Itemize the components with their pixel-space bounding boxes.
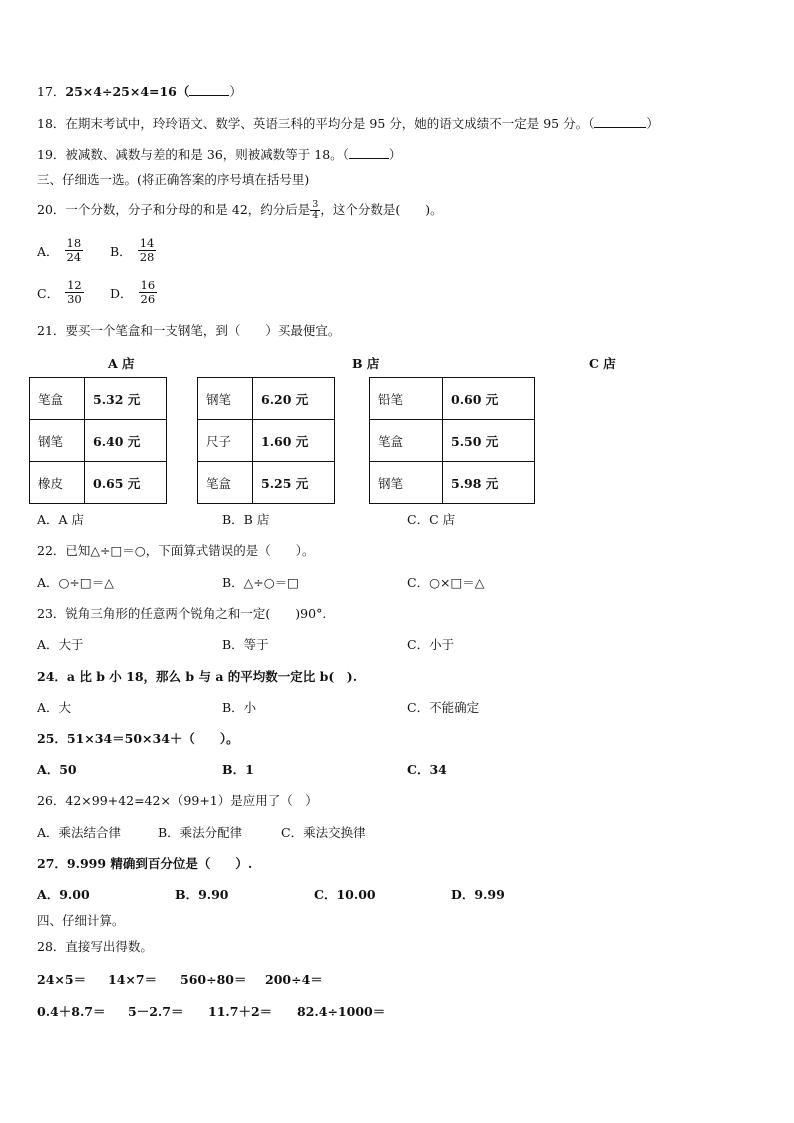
option-b[interactable]: B．△÷○＝□ [222, 575, 299, 590]
option-a[interactable]: A．○÷□＝△ [37, 575, 114, 590]
calc-item: 11.7＋2＝ [208, 1004, 273, 1019]
option-b[interactable]: B．等于 [222, 637, 269, 652]
store-a-table [29, 377, 167, 504]
option-a[interactable]: A．9.00 [37, 887, 90, 902]
option-c[interactable]: C．不能确定 [407, 700, 480, 715]
store-c-title: C 店 [589, 356, 616, 371]
table-row: 铅笔 0.60 元 [370, 378, 535, 420]
question-19: 19．被减数、减数与差的和是 36，则被减数等于 18。（ ） [37, 147, 402, 162]
fraction: $\frac{18}{24}$ [66, 236, 82, 264]
option-a[interactable]: A．乘法结合律 [37, 825, 122, 840]
question-25: 25．51×34＝50×34＋（ ）。 [37, 731, 239, 746]
option-b[interactable]: B．1 [222, 762, 254, 777]
calc-item: 14×7＝ [108, 972, 158, 987]
question-28: 28．直接写出得数。 [37, 939, 153, 954]
table-row: 尺子 1.60 元 [198, 420, 335, 462]
store-c-table [369, 377, 535, 504]
option-a[interactable]: A．大 [37, 700, 72, 715]
answer-blank[interactable] [594, 115, 646, 128]
calc-item: 200÷4＝ [265, 972, 323, 987]
option-a[interactable]: A．A 店 [37, 512, 85, 527]
option-b[interactable]: B．9.90 [175, 887, 229, 902]
table-row: 橡皮 0.65 元 [30, 462, 167, 504]
table-row: 笔盒 5.50 元 [370, 420, 535, 462]
store-b-table [197, 377, 335, 504]
option-b[interactable]: B．B 店 [222, 512, 270, 527]
option-c[interactable]: C．34 [407, 762, 447, 777]
fraction: $\frac{14}{28}$ [139, 236, 155, 264]
store-a-title: A 店 [108, 356, 135, 371]
option-c[interactable]: C． $\frac{12}{30}$ [37, 278, 82, 306]
calc-item: 560÷80＝ [180, 972, 247, 987]
calc-item: 82.4÷1000＝ [297, 1004, 386, 1019]
option-d[interactable]: D．9.99 [451, 887, 505, 902]
option-b[interactable]: B．乘法分配律 [158, 825, 243, 840]
question-20: 20．一个分数，分子和分母的和是 42，约分后是 $\frac{3}{4}$ ，这个分数是( )。 [37, 199, 443, 221]
question-22: 22．已知△÷□＝○，下面算式错误的是（ ）。 [37, 543, 315, 558]
calc-item: 24×5＝ [37, 972, 87, 987]
fraction: $\frac{3}{4}$ [312, 199, 319, 221]
answer-blank[interactable] [349, 146, 389, 159]
table-row: 钢笔 6.20 元 [198, 378, 335, 420]
option-a[interactable]: A．50 [37, 762, 77, 777]
question-24: 24．a 比 b 小 18，那么 b 与 a 的平均数一定比 b( ). [37, 669, 358, 684]
question-21: 21．要买一个笔盒和一支钢笔，到（ ）买最便宜。 [37, 323, 341, 338]
option-c[interactable]: C．小于 [407, 637, 455, 652]
option-c[interactable]: C．10.00 [314, 887, 376, 902]
option-d[interactable]: D． $\frac{16}{26}$ [110, 278, 156, 306]
option-a[interactable]: A．大于 [37, 637, 84, 652]
option-c[interactable]: C．乘法交换律 [281, 825, 366, 840]
question-23: 23．锐角三角形的任意两个锐角之和一定( )90°. [37, 606, 327, 621]
section-heading-4: 四、仔细计算。 [37, 913, 125, 928]
store-b-title: B 店 [352, 356, 380, 371]
calc-item: 0.4＋8.7＝ [37, 1004, 106, 1019]
section-heading-3: 三、仔细选一选。(将正确答案的序号填在括号里) [37, 172, 310, 187]
calc-item: 5－2.7＝ [128, 1004, 184, 1019]
table-row: 钢笔 5.98 元 [370, 462, 535, 504]
option-b[interactable]: B．小 [222, 700, 257, 715]
question-27: 27．9.999 精确到百分位是（ ）. [37, 856, 253, 871]
table-row: 笔盒 5.25 元 [198, 462, 335, 504]
option-a[interactable]: A． $\frac{18}{24}$ [37, 236, 82, 264]
option-c[interactable]: C．C 店 [407, 512, 456, 527]
option-c[interactable]: C．○×□＝△ [407, 575, 485, 590]
question-18: 18．在期末考试中，玲玲语文、数学、英语三科的平均分是 95 分，她的语文成绩不一定是 95 分。（ ） [37, 116, 659, 131]
table-row: 笔盒 5.32 元 [30, 378, 167, 420]
answer-blank[interactable] [189, 83, 229, 96]
fraction: $\frac{12}{30}$ [67, 278, 82, 306]
option-b[interactable]: B． $\frac{14}{28}$ [110, 236, 155, 264]
question-26: 26．42×99+42=42×（99+1）是应用了（ ） [37, 793, 318, 808]
question-17: 17．25×4÷25×4=16（ ） [37, 84, 242, 99]
fraction: $\frac{16}{26}$ [140, 278, 156, 306]
table-row: 钢笔 6.40 元 [30, 420, 167, 462]
